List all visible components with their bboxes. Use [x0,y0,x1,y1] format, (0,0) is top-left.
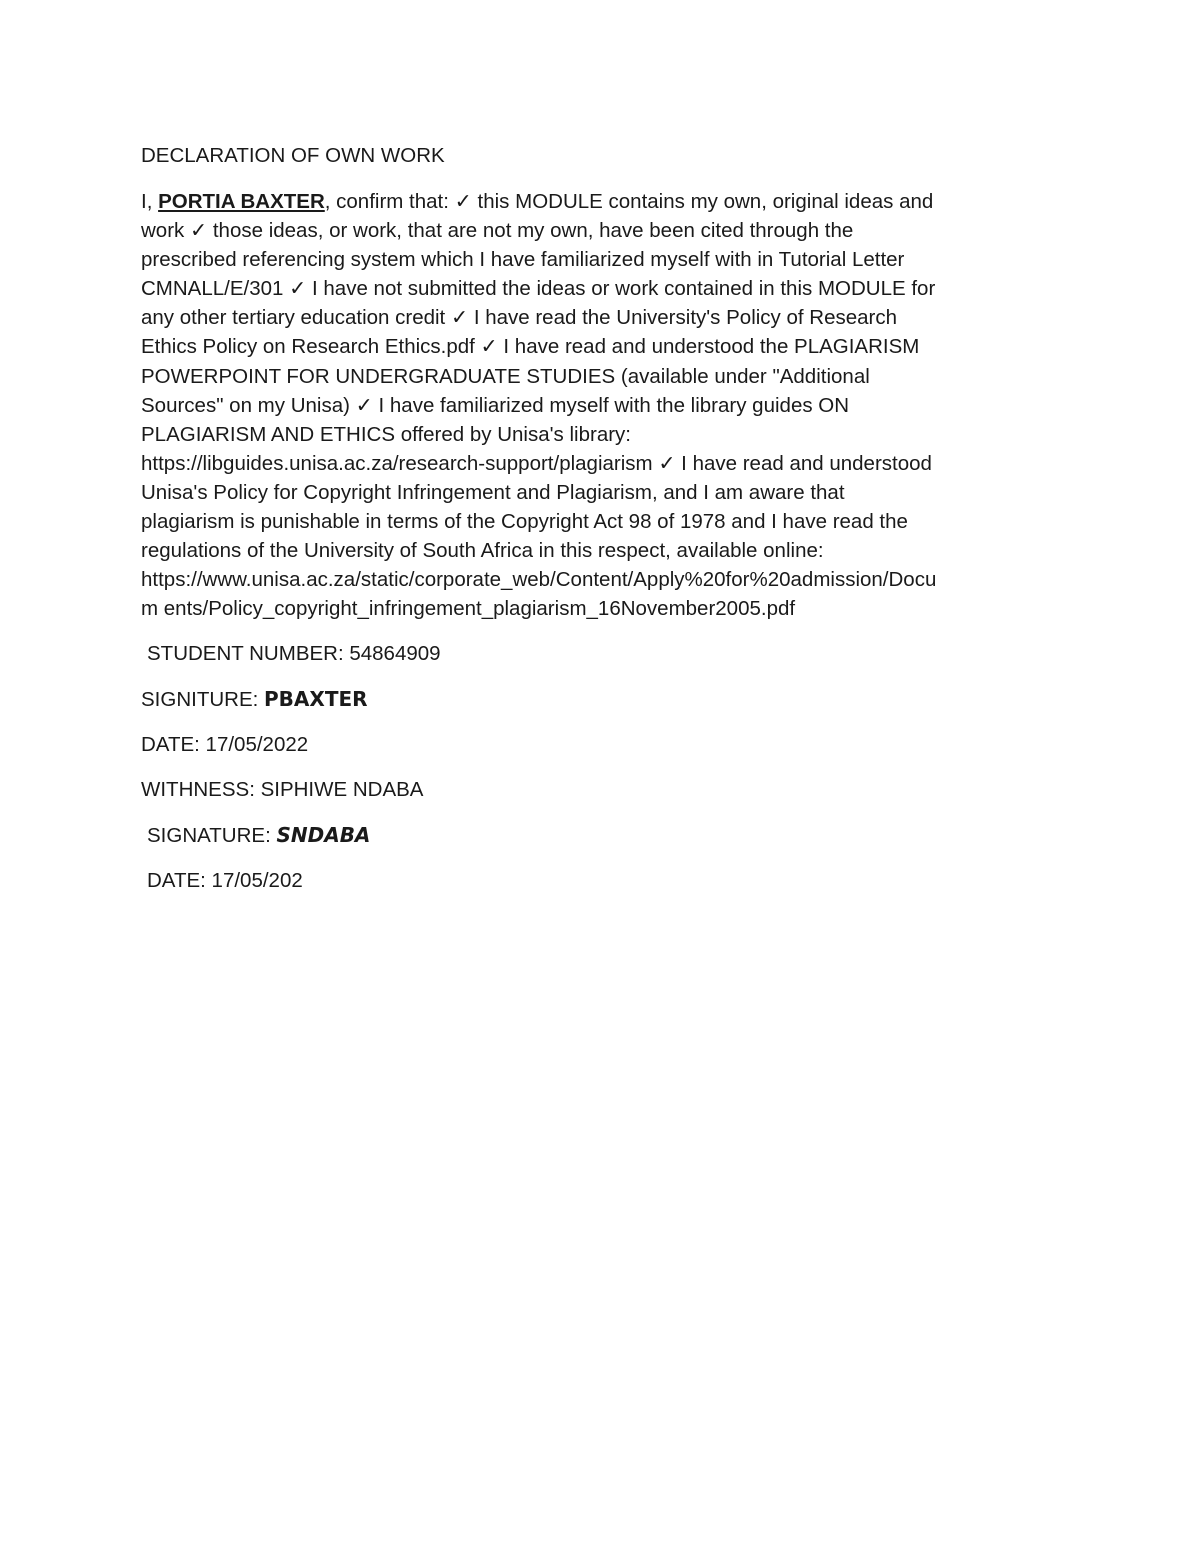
witness-date-line: DATE: 17/05/202 [147,869,303,892]
declaration-first-line: , confirm that: ✓ this MODULE contains my own, original ideas and [324,190,934,213]
date-line: DATE: 17/05/2022 [141,733,309,756]
document-title: DECLARATION OF OWN WORK [141,144,445,167]
student-number: STUDENT NUMBER: 54864909 [147,642,441,665]
intro-prefix: I, [141,190,159,213]
declaration-text: work ✓ those ideas, or work, that are not my own, have been cited through the prescribed referencing system which I have familiarized myself with in Tutorial Letter CMNALL/E/301 ✓ I have not submitted the ideas or work contained in this MODULE for any other tertiary education credit ✓ I have read the University's Policy of Research Ethics Policy on Research Ethics.pdf ✓ I have read and understood the PLAGIARISM POWERPOINT FOR UNDERGRADUATE STUDIES (available under "Additional Sources" on my Unisa) ✓ I have familiarized myself with the library guides ON PLAGIARISM AND ETHICS offered by Unisa's library: https://libguides.unisa.ac.za/research-support/plagiarism ✓ I have read and understood Unisa's Policy for Copyright Infringement and Plagiarism, and I am aware that plagiarism is punishable in terms of the Copyright Act 98 of 1978 and I have read the regulations of the University of South Africa in this respect, available online: https://www.unisa.ac.za/static/corporate_web/Content/Apply%20for%20admission/Docu m ents/Policy_copyright_infringement_plagiarism_16November2005.pdf [141,219,937,621]
witness-line: WITHNESS: SIPHIWE NDABA [141,778,424,801]
witness-signature-line [147,822,370,849]
student-name: PORTIA BAXTER [158,190,325,213]
witness-signature-label: SIGNATURE: [147,824,277,847]
signature-label: SIGNITURE: [141,688,265,711]
signature-value: PBAXTER [264,687,368,711]
declaration-body [141,187,1071,623]
witness-signature-value: SNDABA [276,823,371,847]
signature-line [141,686,368,713]
